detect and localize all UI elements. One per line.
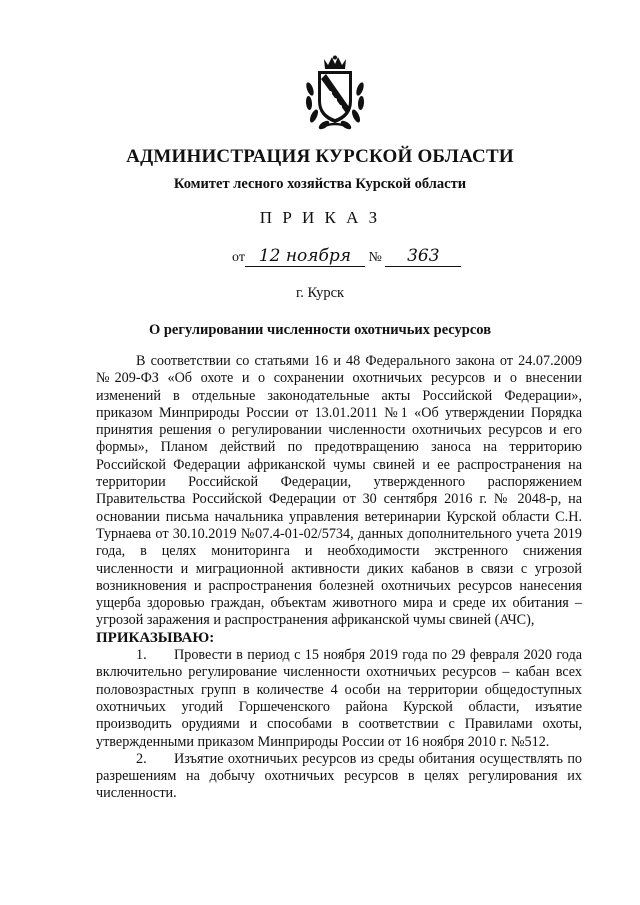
date-prefix: от bbox=[232, 250, 245, 265]
administration-title: АДМИНИСТРАЦИЯ КУРСКОЙ ОБЛАСТИ bbox=[126, 146, 514, 167]
order-date-number-line bbox=[232, 246, 461, 267]
list-item bbox=[96, 647, 582, 751]
coat-of-arms-emblem bbox=[304, 55, 366, 131]
preamble-paragraph: В соответствии со статьями 16 и 48 Федерального закона от 24.07.2009 №209-ФЗ «Об охоте и о сохранении охотничьих ресурсов и о внесении изменений в отдельные законодательные акты Российской Федерации», приказом Минприроды России от 13.01.2011 №1 «Об утверждении Порядка принятия решения о регулировании численности охотничьих ресурсов и его формы», Планом действий по предотвращению заноса на территорию Российской Федерации африканской чумы свиней и ее распространения на территории Российской Федерации, утвержденного распоряжением Правительства Российской Федерации от 30 сентября 2016 г. № 2048-р, на основании письма начальника управления ветеринарии Курской области С.Н. Турнаева от 30.10.2019 №07.4-01-02/5734, данных дополнительного учета 2019 года, в целях мониторинга и необходимости экстренного снижения численности и миграционной активности диких кабанов в связи с угрозой возникновения и распространения болезней охотничьих ресурсов нанесения ущерба здоровью граждан, объектам животного мира и среде их обитания – угрозой заражения и распространения африканской чумы свиней (АЧС), bbox=[96, 353, 582, 629]
order-number: 363 bbox=[385, 246, 461, 267]
order-subject: О регулировании численности охотничьих ресурсов bbox=[148, 322, 492, 338]
number-prefix: № bbox=[368, 250, 382, 265]
list-item bbox=[96, 751, 582, 803]
decree-heading: ПРИКАЗЫВАЮ: bbox=[96, 629, 215, 646]
city: г. Курск bbox=[295, 285, 345, 301]
order-body bbox=[96, 353, 582, 803]
order-date: 12 ноября bbox=[245, 246, 365, 267]
committee-name: Комитет лесного хозяйства Курской области bbox=[173, 176, 467, 192]
item-text: Провести в период с 15 ноября 2019 года по 29 февраля 2020 года включительно регулирование численности охотничьих ресурсов – кабан всех половозрастных групп в количестве 4 особи на территории общедоступных охотничьих угодий Горшеченского района Курской области, изъятие производить орудиями и способами в соответствии с Правилами охоты, утвержденными приказом Минприроды России от 16 ноября 2010 г. №512. bbox=[96, 647, 582, 750]
document-type: П Р И К А З bbox=[259, 208, 381, 227]
item-number: 1. bbox=[136, 647, 147, 664]
item-number: 2. bbox=[136, 750, 147, 767]
item-text: Изъятие охотничьих ресурсов из среды обитания осуществлять по разрешениям на добычу охотничьих ресурсов в целях регулирования их численности. bbox=[96, 750, 582, 802]
